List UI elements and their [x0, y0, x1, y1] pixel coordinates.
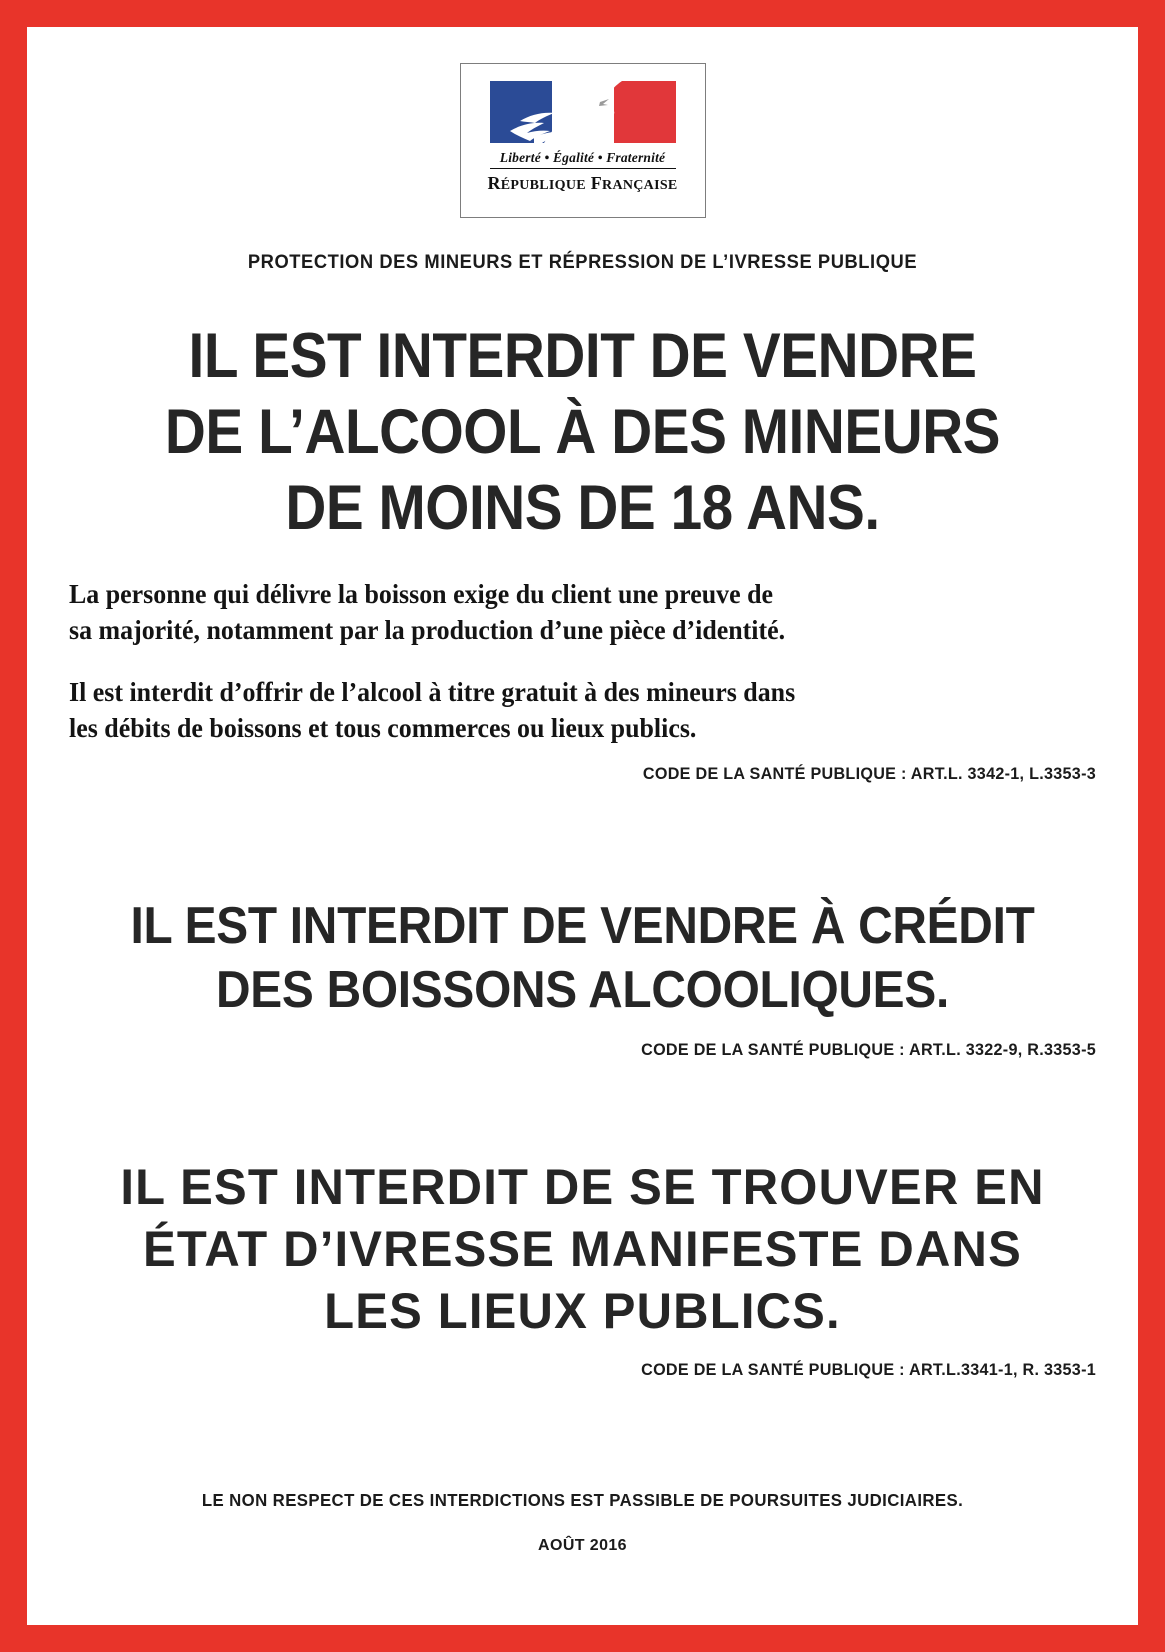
paragraph-line: Il est interdit d’offrir de l’alcool à titre gratuit à des mineurs dans [69, 677, 796, 707]
heading-line: DES BOISSONS ALCOOLIQUES. [216, 961, 949, 1019]
section-minors-heading [120, 318, 1044, 546]
heading-line: IL EST INTERDIT DE SE TROUVER EN [120, 1159, 1045, 1215]
footer-date: AOÛT 2016 [538, 1537, 627, 1554]
marianne-profile-icon [490, 81, 676, 143]
logo-motto-rule [490, 168, 676, 169]
paragraph-line: sa majorité, notamment par la production d’une pièce d’identité. [69, 615, 786, 645]
section-drunkenness-citation: CODE DE LA SANTÉ PUBLIQUE : ART.L.3341-1, R. 3353-1 [641, 1360, 1096, 1379]
page-title-eyebrow: PROTECTION DES MINEURS ET RÉPRESSION DE L’IVRESSE PUBLIQUE [247, 251, 918, 273]
section-minors-citation: CODE DE LA SANTÉ PUBLIQUE : ART.L. 3342-1, L.3353-3 [642, 764, 1096, 783]
heading-line: IL EST INTERDIT DE VENDRE [188, 321, 977, 391]
section-credit-heading [110, 894, 1055, 1022]
section-minors-paragraph-2 [69, 674, 1055, 746]
heading-line: LES LIEUX PUBLICS. [324, 1283, 841, 1339]
heading-line: DE L’ALCOOL À DES MINEURS [164, 397, 1001, 467]
republique-francaise-logo [460, 63, 706, 218]
footer-warning-note: LE NON RESPECT DE CES INTERDICTIONS EST PASSIBLE DE POURSUITES JUDICIAIRES. [201, 1490, 964, 1510]
logo-republic-label: RÉPUBLIQUE FRANÇAISE [487, 173, 678, 193]
paragraph-line: les débits de boissons et tous commerces ou lieux publics. [69, 713, 697, 743]
logo-container [27, 63, 1138, 218]
section-drunkenness-heading [79, 1156, 1085, 1342]
section-minors-paragraph-1 [69, 576, 1055, 648]
marianne-flag-icon [490, 81, 676, 143]
poster-page [27, 27, 1138, 1625]
heading-line: IL EST INTERDIT DE VENDRE À CRÉDIT [130, 897, 1035, 955]
logo-motto: Liberté • Égalité • Fraternité [499, 150, 666, 165]
paragraph-line: La personne qui délivre la boisson exige du client une preuve de [69, 579, 773, 609]
heading-line: ÉTAT D’IVRESSE MANIFESTE DANS [143, 1221, 1022, 1277]
section-credit-citation: CODE DE LA SANTÉ PUBLIQUE : ART.L. 3322-9, R.3353-5 [641, 1040, 1096, 1059]
heading-line: DE MOINS DE 18 ANS. [285, 473, 880, 543]
